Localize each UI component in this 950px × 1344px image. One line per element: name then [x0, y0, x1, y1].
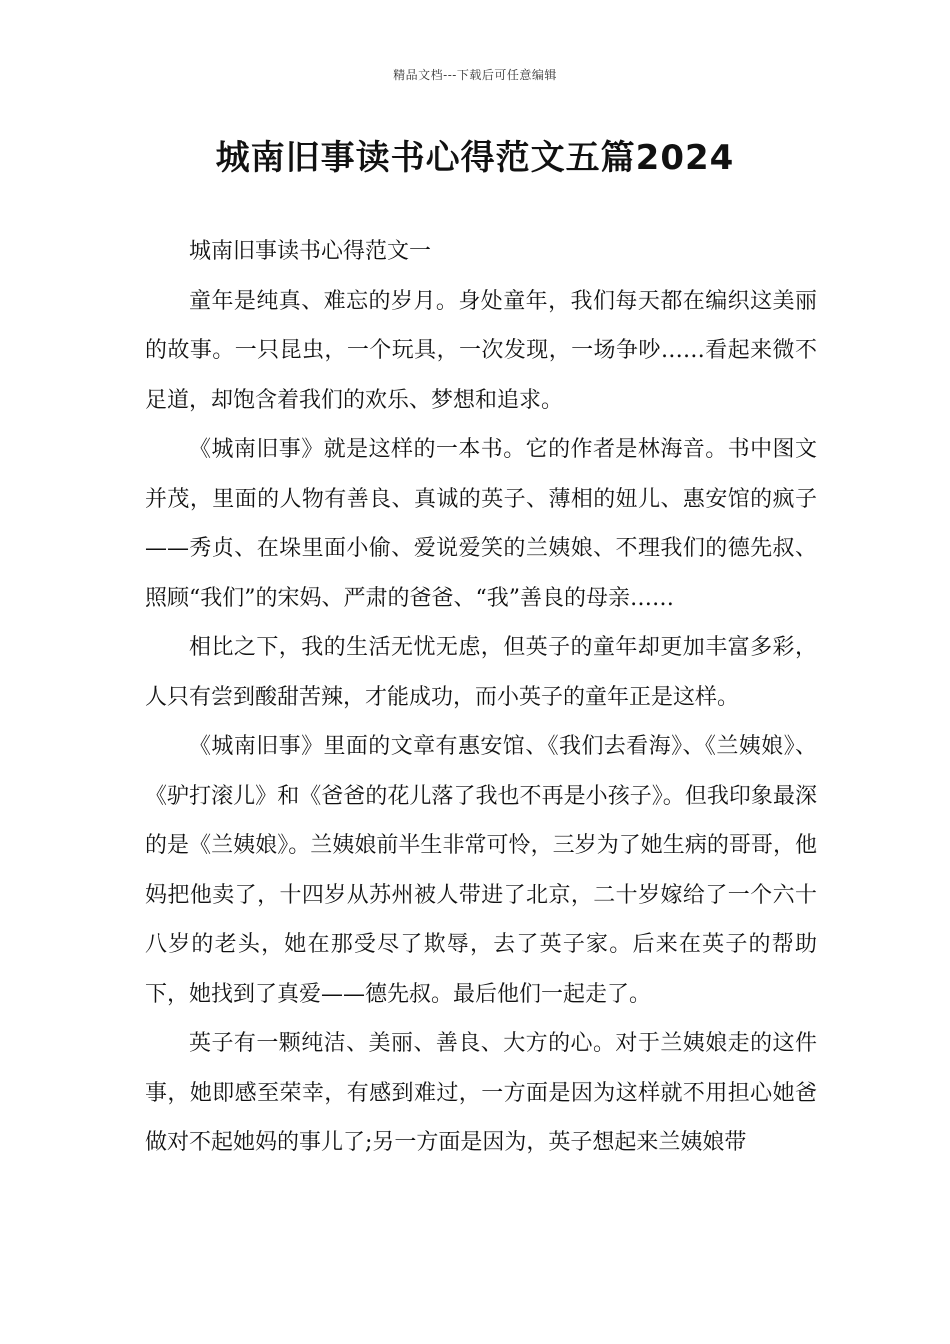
- paragraph-2: 《城南旧事》就是这样的一本书。它的作者是林海音。书中图文并茂，里面的人物有善良、真诚的英子、薄相的妞儿、惠安馆的疯子——秀贞、在垛里面小偷、爱说爱笑的兰姨娘、不理我们的德先叔、照顾“我们”的宋妈、严肃的爸爸、“我”善良的母亲……: [145, 437, 817, 611]
- paragraph-3: 相比之下，我的生活无忧无虑，但英子的童年却更加丰富多彩，人只有尝到酸甜苦辣，才能成功，而小英子的童年正是这样。: [145, 635, 817, 710]
- paragraph-1: 童年是纯真、难忘的岁月。身处童年，我们每天都在编织这美丽的故事。一只昆虫，一个玩具，一次发现，一场争吵……看起来微不足道，却饱含着我们的欢乐、梦想和追求。: [145, 288, 817, 413]
- document-body: [145, 227, 817, 1168]
- document-title: 城南旧事读书心得范文五篇2024: [215, 138, 735, 178]
- paragraph-5: 英子有一颗纯洁、美丽、善良、大方的心。对于兰姨娘走的这件事，她即感至荣幸，有感到难过，一方面是因为这样就不用担心她爸做对不起她妈的事儿了;另一方面是因为，英子想起来兰姨娘带: [145, 1031, 817, 1155]
- section-heading: 城南旧事读书心得范文一: [189, 239, 432, 264]
- paragraph-4: 《城南旧事》里面的文章有惠安馆、《我们去看海》、《兰姨娘》、《驴打滚儿》和《爸爸的花儿落了我也不再是小孩子》。但我印象最深的是《兰姨娘》。兰姨娘前半生非常可怜，三岁为了她生病的哥哥，他妈把他卖了，十四岁从苏州被人带进了北京，二十岁嫁给了一个六十八岁的老头，她在那受尽了欺辱，去了英子家。后来在英子的帮助下，她找到了真爱——德先叔。最后他们一起走了。: [145, 734, 817, 1007]
- header-note: 精品文档---下载后可任意编辑: [393, 68, 557, 82]
